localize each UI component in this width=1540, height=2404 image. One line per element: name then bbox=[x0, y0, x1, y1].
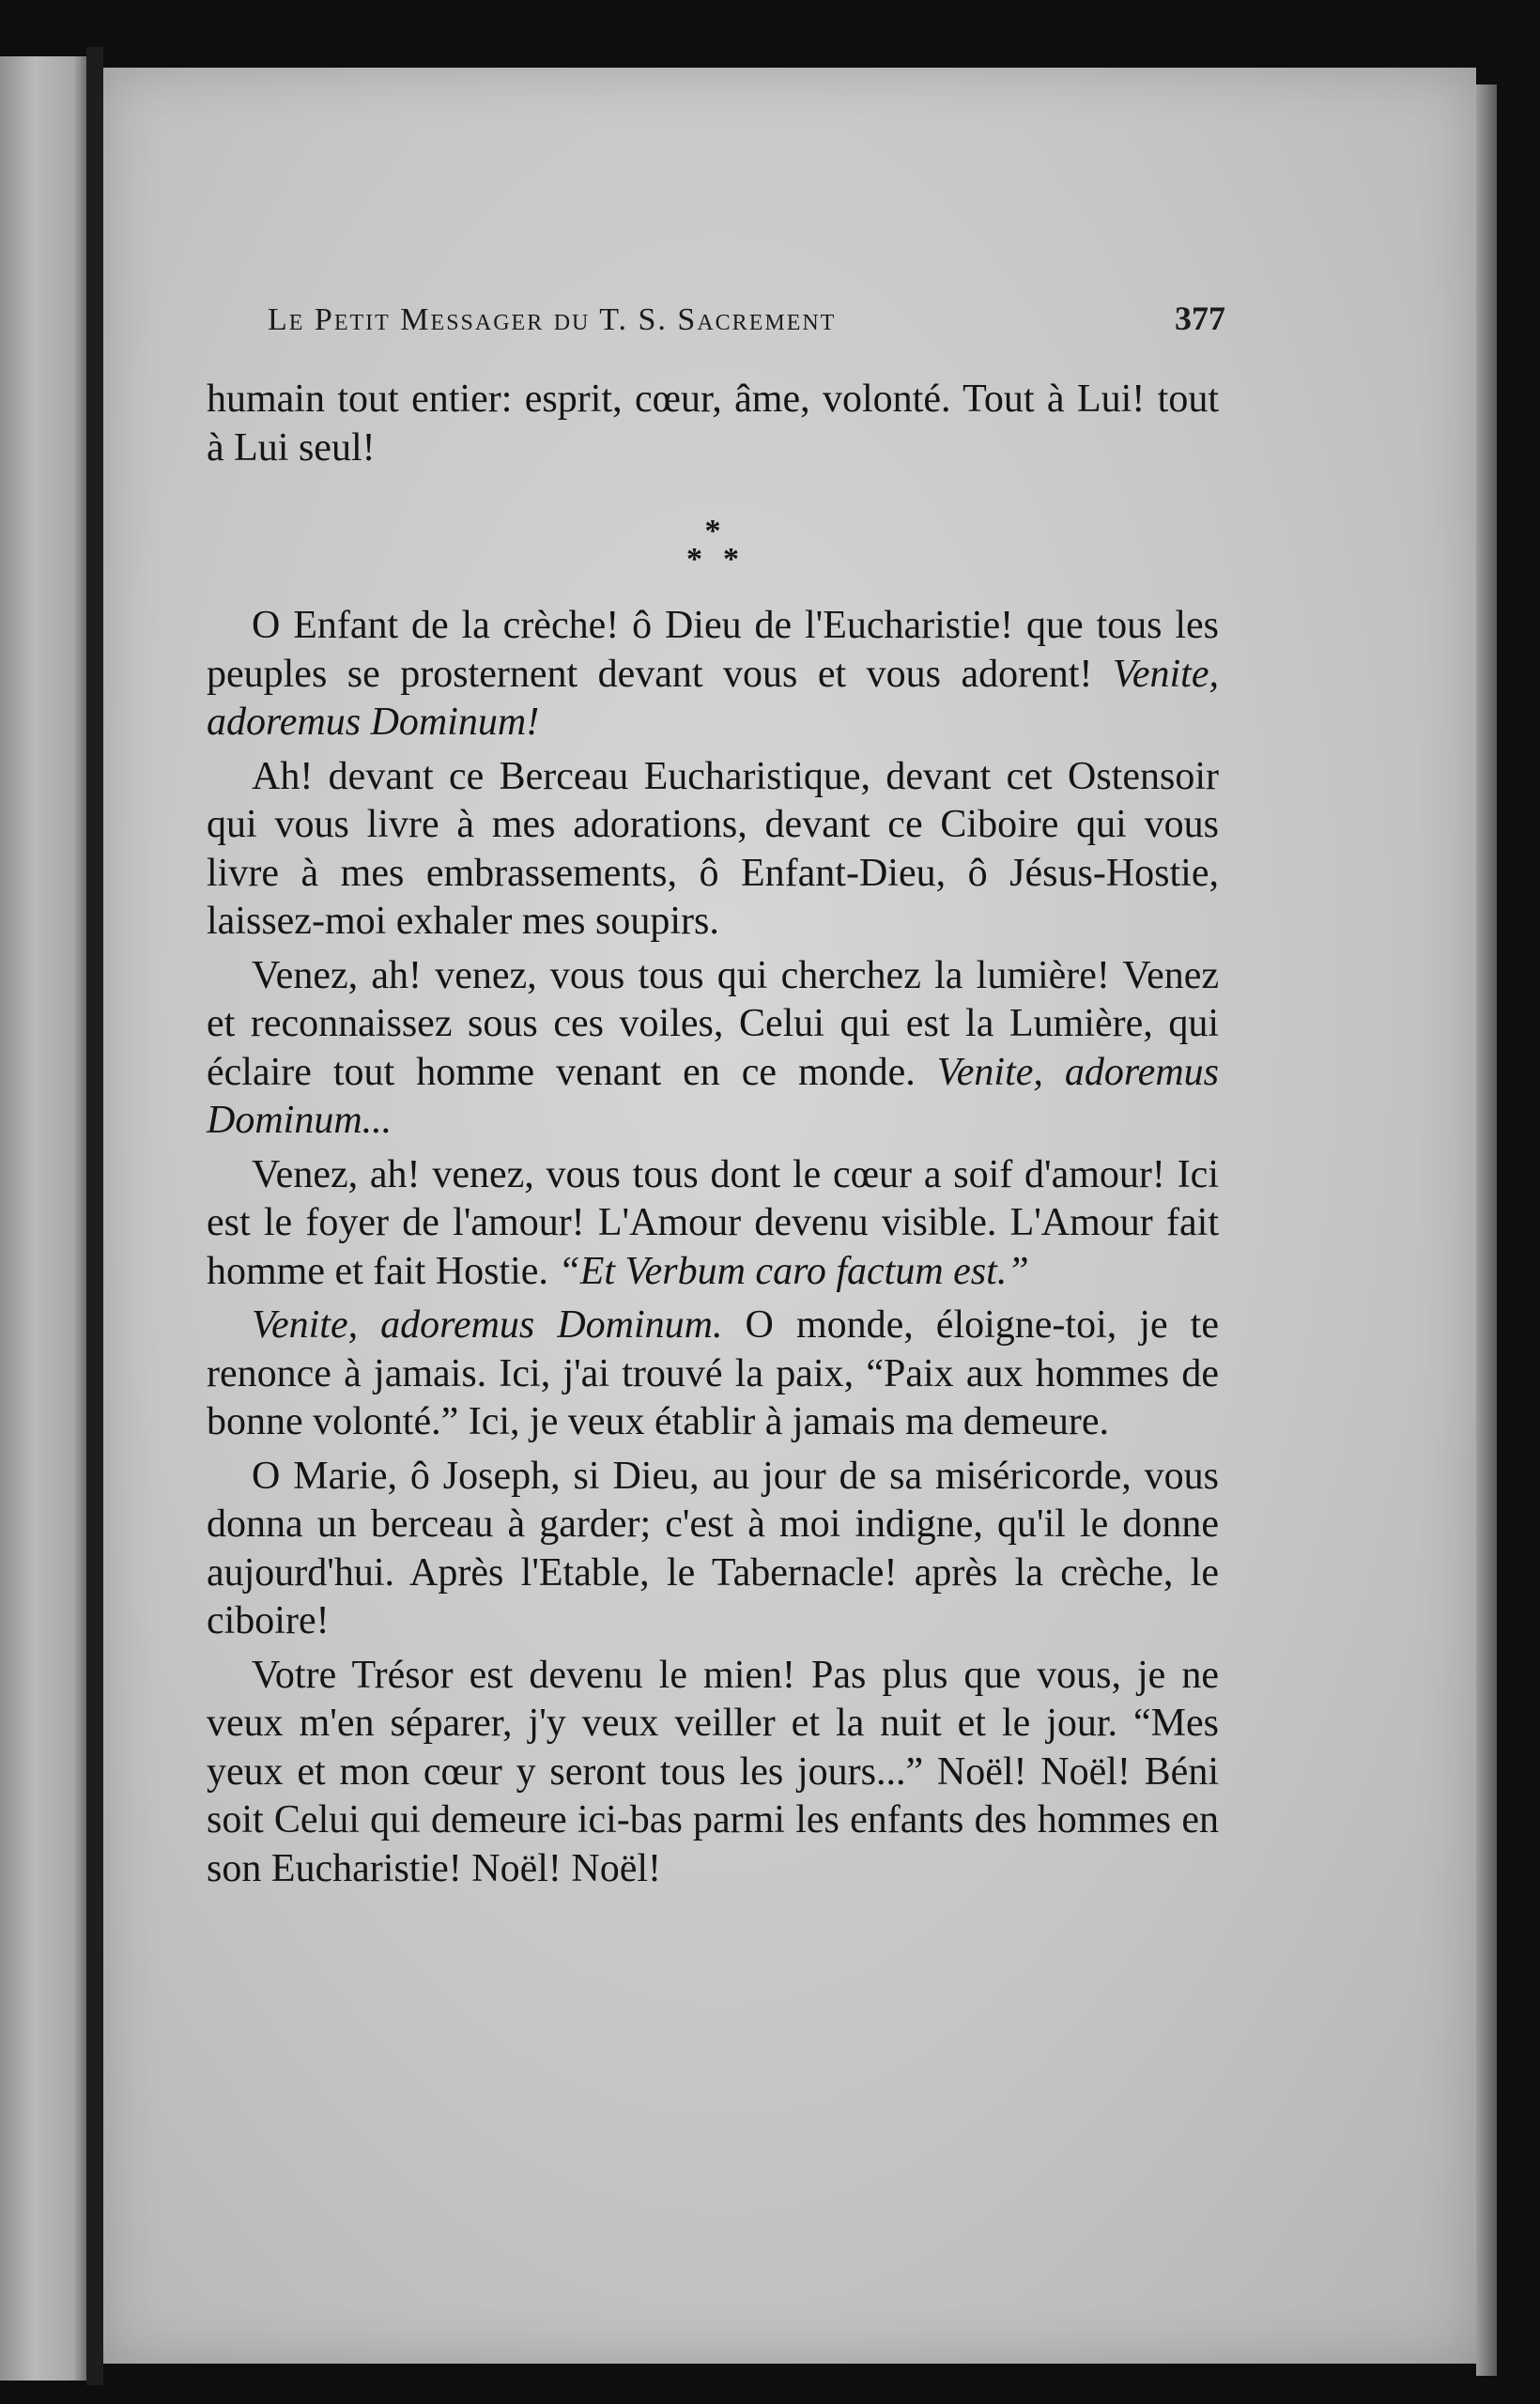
paragraph-2-text: O Enfant de la crèche! ô Dieu de l'Eucharistie! que tous les peuples se prosternent devant vous et vous adorent! bbox=[207, 604, 1219, 696]
paragraph-8-text: Votre Trésor est devenu le mien! Pas plus que vous, je ne veux m'en séparer, j'y veux veiller et la nuit et le jour. “Mes yeux et mon cœur y seront tous les jours...” Noël! Noël! Béni soit Celui qui demeure ici-bas parmi les enfants des hommes en son Eucharistie! Noël! Noël! bbox=[207, 1653, 1219, 1890]
paragraph-7-text: O Marie, ô Joseph, si Dieu, au jour de sa miséricorde, vous donna un berceau à garder; c'est à moi indigne, qu'il le donne aujourd'hui. Après l'Etable, le Tabernacle! après la crèche, le ciboire! bbox=[207, 1454, 1219, 1642]
paragraph-3 bbox=[207, 753, 1219, 947]
previous-page-edge bbox=[0, 56, 86, 2381]
paragraph-1 bbox=[207, 376, 1219, 472]
paragraph-8 bbox=[207, 1652, 1219, 1894]
page-number: 377 bbox=[1175, 300, 1225, 337]
paragraph-4 bbox=[207, 952, 1219, 1146]
asterism-top: * bbox=[704, 514, 721, 548]
paragraph-1-text: humain tout entier: esprit, cœur, âme, volonté. Tout à Lui! tout à Lui seul! bbox=[207, 378, 1219, 470]
page-fore-edge bbox=[1476, 85, 1497, 2376]
asterism-bottom: ** bbox=[686, 542, 760, 577]
paragraph-6-italic: Venite, adoremus Dominum. bbox=[252, 1303, 723, 1347]
paragraph-6-text: O monde, éloigne-toi, je te renonce à jamais. Ici, j'ai trouvé la paix, “Paix aux hommes de bonne volonté.” Ici, je veux établir à jamais ma demeure. bbox=[207, 1303, 1219, 1443]
paragraph-3-text: Ah! devant ce Berceau Eucharistique, devant cet Ostensoir qui vous livre à mes adorations, devant ce Ciboire qui vous livre à mes embrassements, ô Enfant-Dieu, ô Jésus-Hostie, laissez-moi exhaler mes soupirs. bbox=[207, 754, 1219, 943]
paragraph-5 bbox=[207, 1151, 1219, 1297]
paragraph-2-italic: Venite, adoremus Dominum! bbox=[207, 652, 1219, 744]
paragraph-4-italic: Venite, adoremus Dominum... bbox=[207, 1050, 1219, 1142]
paragraph-5-text: Venez, ah! venez, vous tous dont le cœur a soif d'amour! Ici est le foyer de l'amour! L'Amour devenu visible. L'Amour fait homme et fait Hostie. bbox=[207, 1152, 1219, 1293]
paragraph-7 bbox=[207, 1453, 1219, 1646]
running-title: Le Petit Messager du T. S. Sacrement bbox=[268, 302, 837, 337]
asterism-divider bbox=[207, 514, 1219, 577]
book-gutter bbox=[86, 47, 103, 2385]
page-body bbox=[207, 376, 1219, 1899]
paragraph-4-text: Venez, ah! venez, vous tous qui cherchez la lumière! Venez et reconnaissez sous ces voiles, Celui qui est la Lumière, qui éclaire tout homme venant en ce monde. bbox=[207, 953, 1219, 1094]
paragraph-2 bbox=[207, 602, 1219, 747]
paragraph-6 bbox=[207, 1302, 1219, 1447]
running-head bbox=[268, 299, 1225, 338]
paragraph-5-italic: “Et Verbum caro factum est.” bbox=[558, 1249, 1029, 1293]
